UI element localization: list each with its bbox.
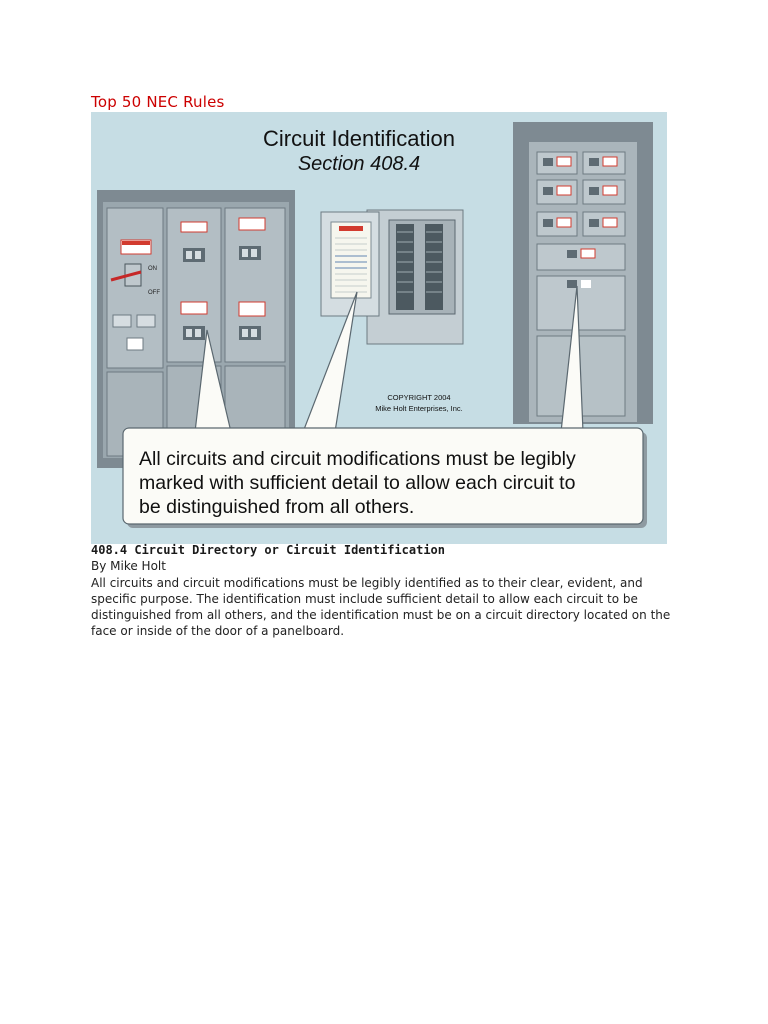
switch-on-label: ON bbox=[148, 266, 157, 272]
callout-line-2: marked with sufficient detail to allow each circuit to bbox=[139, 472, 576, 494]
feeder-panel-label bbox=[239, 218, 265, 230]
figure-title: Circuit Identification bbox=[263, 126, 455, 151]
breaker-column-left bbox=[396, 224, 414, 310]
circuit-directory-card bbox=[331, 222, 371, 298]
callout-line-3: be distinguished from all others. bbox=[139, 496, 415, 518]
ac-unit-label bbox=[181, 222, 207, 232]
page-heading: Top 50 NEC Rules bbox=[91, 93, 225, 111]
kitchen-panel-label bbox=[181, 302, 207, 314]
callout-box bbox=[123, 428, 647, 528]
copyright-line-2: Mike Holt Enterprises, Inc. bbox=[375, 404, 463, 413]
copyright-line-1: COPYRIGHT 2004 bbox=[387, 393, 451, 402]
callout-line-1: All circuits and circuit modifications must be legibly bbox=[139, 448, 576, 470]
second-floor-panel-label bbox=[239, 302, 265, 316]
section-subheading: 408.4 Circuit Directory or Circuit Identification bbox=[91, 543, 446, 557]
breaker-column-right bbox=[425, 224, 443, 310]
body-paragraph: All circuits and circuit modifications must be legibly identified as to their clear, evident, and specific purpose. The identification must include sufficient detail to allow each circuit to be distinguished from all others, and the identification must be on a circuit directory located on the face or inside of the door of a panelboard. bbox=[91, 576, 671, 638]
author-byline: By Mike Holt bbox=[91, 559, 166, 573]
switchboard-right bbox=[513, 122, 653, 424]
switch-off-label: OFF bbox=[148, 290, 160, 296]
figure-subtitle: Section 408.4 bbox=[297, 153, 421, 175]
circuit-identification-figure bbox=[91, 112, 667, 544]
